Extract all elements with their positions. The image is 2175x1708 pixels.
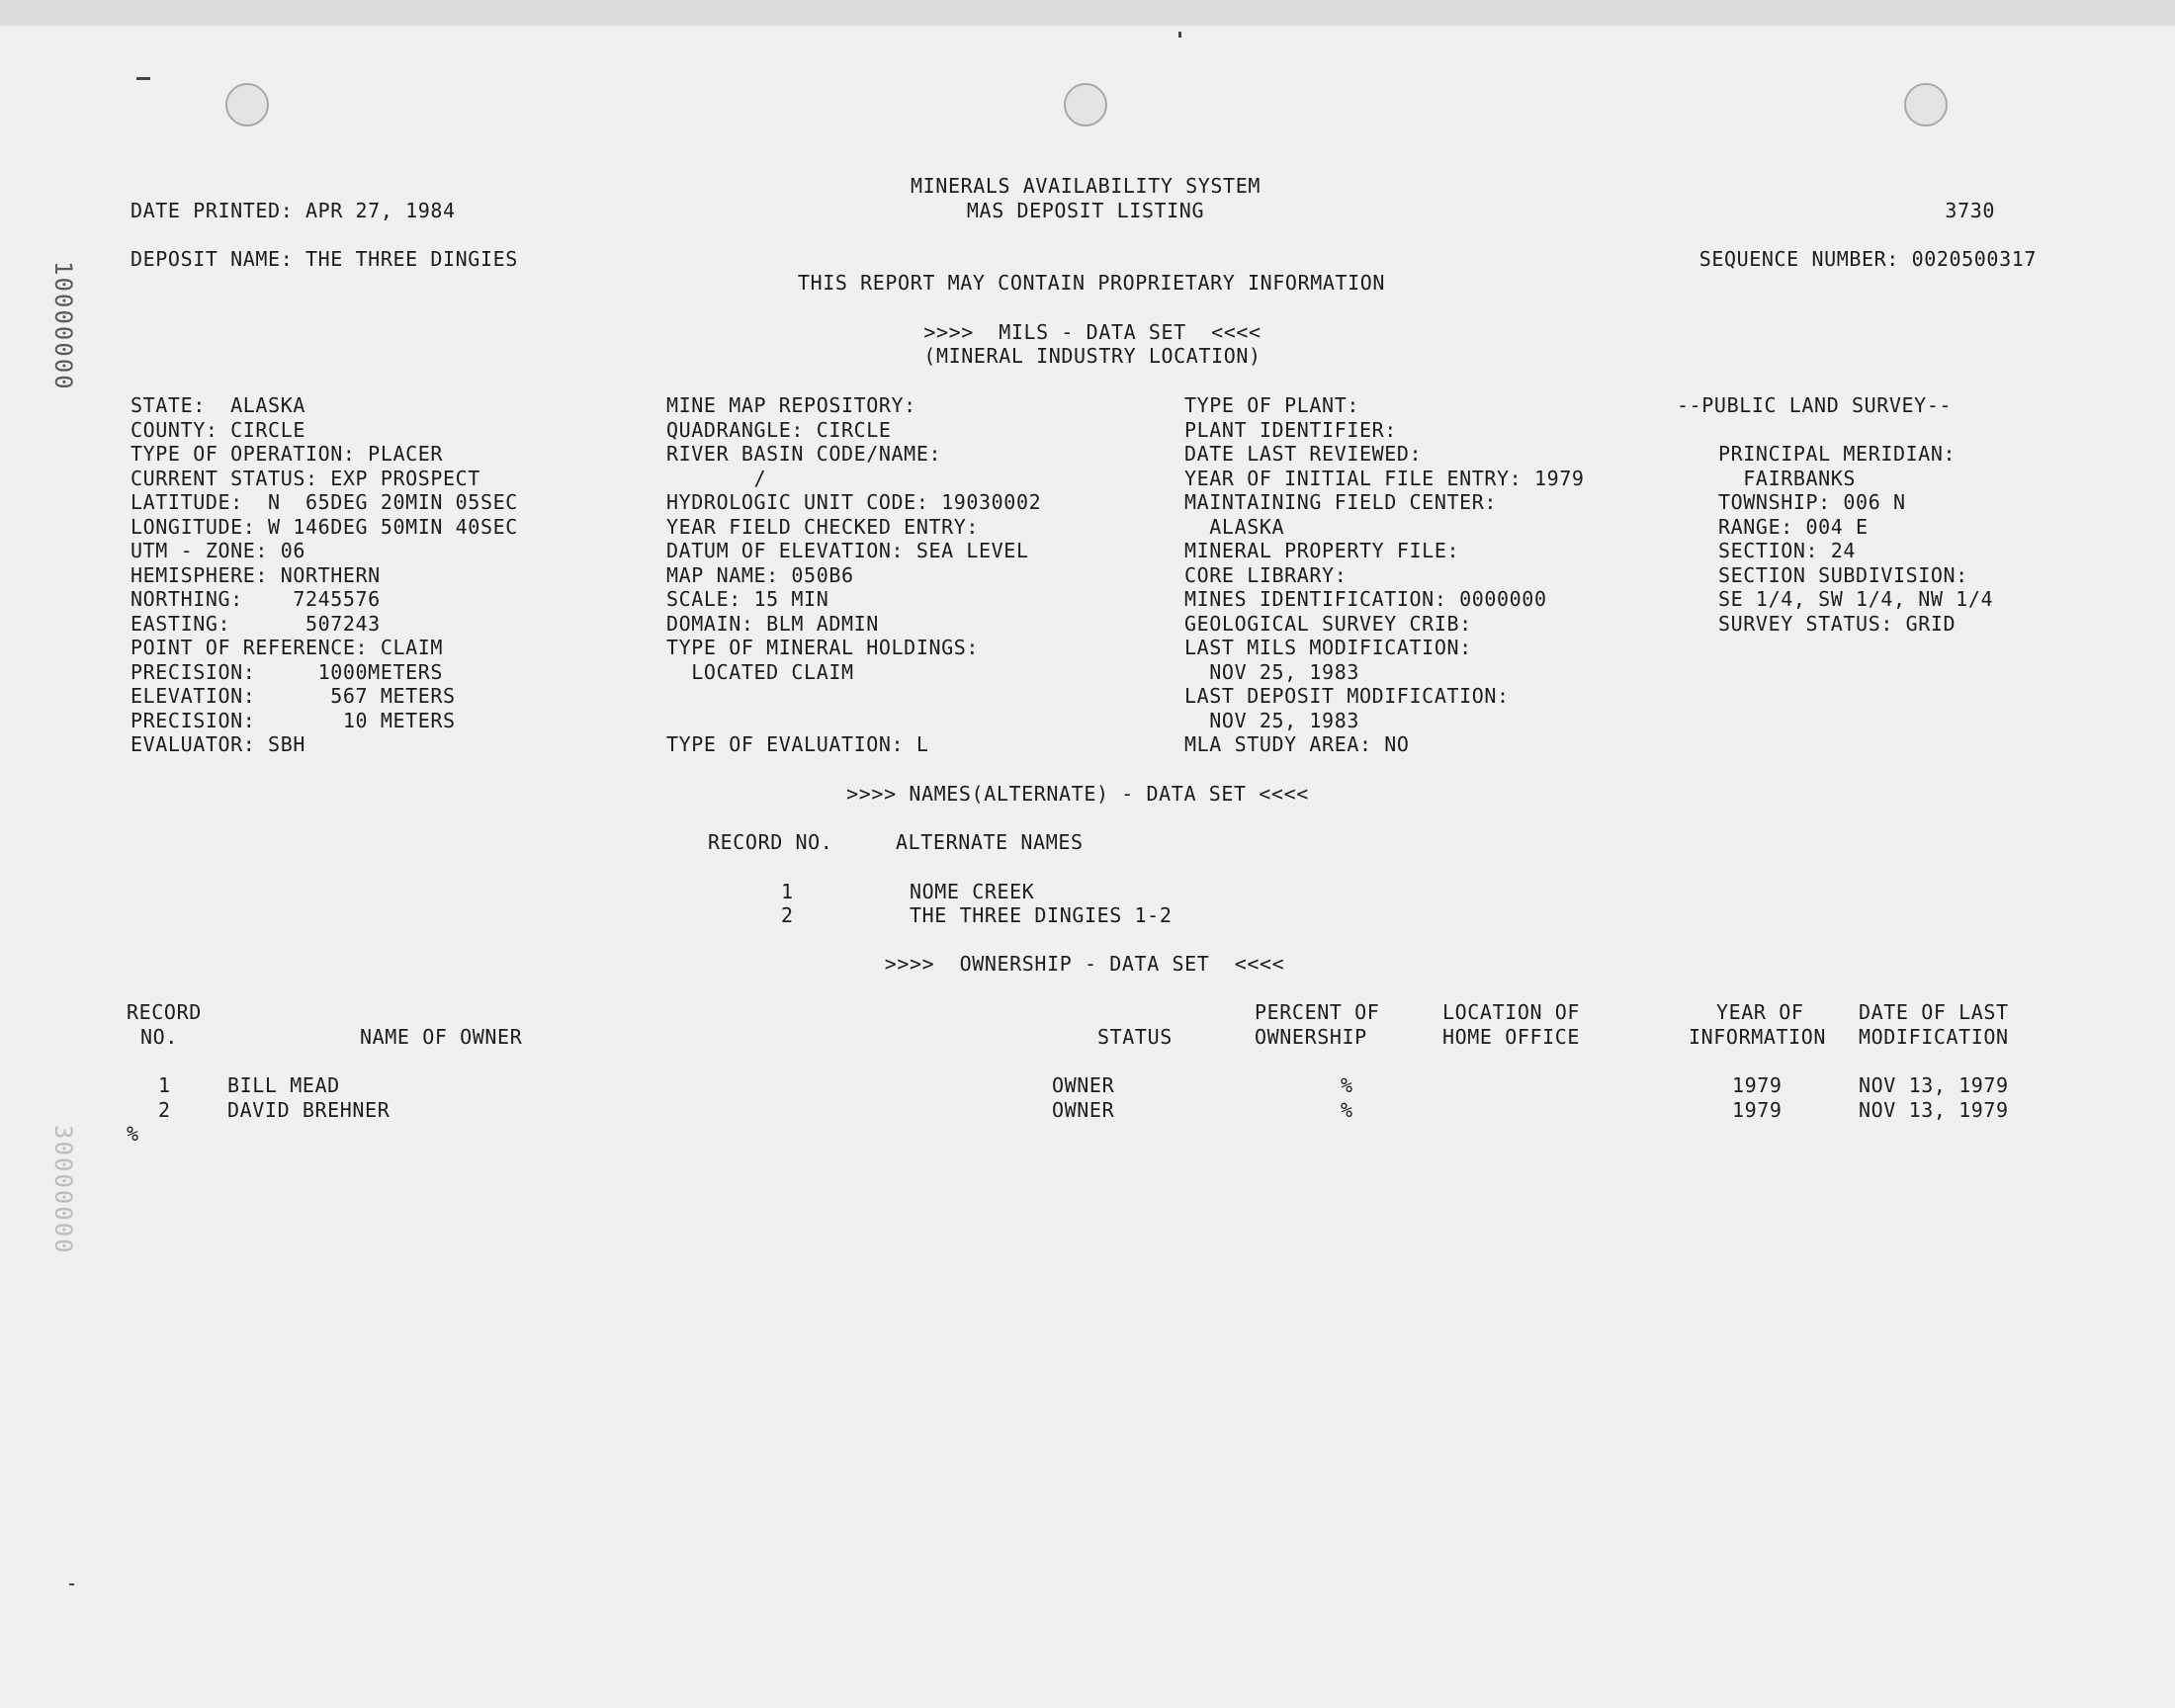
field-geological-survey-crib: GEOLOGICAL SURVEY CRIB: [1184,611,1472,636]
system-title: MINERALS AVAILABILITY SYSTEM [911,174,1261,198]
speck-mark [69,1583,74,1585]
field-elevation: ELEVATION: 567 METERS [130,684,456,708]
owner-col-status: STATUS [1097,1025,1173,1049]
owner-row-year: 1979 [1732,1098,1783,1122]
field-mineral-property-file: MINERAL PROPERTY FILE: [1184,539,1460,562]
field-type-of-evaluation: TYPE OF EVALUATION: L [666,732,929,756]
owner-row-percent: % [1341,1073,1353,1097]
field-principal-meridian-value: FAIRBANKS [1718,466,1857,490]
owner-col-location-2: HOME OFFICE [1442,1025,1581,1049]
field-date-last-reviewed: DATE LAST REVIEWED: [1184,442,1423,466]
printout-sheet [0,26,2175,1708]
mils-column-maps [666,393,1041,757]
deposit-name: DEPOSIT NAME: THE THREE DINGIES [130,247,518,271]
field-evaluator: EVALUATOR: SBH [130,732,305,756]
field-river-basin: RIVER BASIN CODE/NAME: [666,442,942,466]
field-map-name: MAP NAME: 050B6 [666,562,854,587]
listing-title: MAS DEPOSIT LISTING [966,199,1205,222]
speck-mark [1178,32,1181,38]
field-principal-meridian: PRINCIPAL MERIDIAN: [1718,442,1957,466]
field-last-deposit-modification-value: NOV 25, 1983 [1184,708,1359,732]
field-latitude: LATITUDE: N 65DEG 20MIN 05SEC [130,490,518,514]
blank-line [666,709,1041,733]
field-section: SECTION: 24 [1718,539,1857,562]
owner-col-location: LOCATION OF [1442,1000,1581,1024]
owner-col-year: YEAR OF [1716,1000,1804,1024]
mils-column-land-survey [1718,442,1993,636]
field-northing: NORTHING: 7245576 [130,587,381,611]
field-last-mils-modification-value: NOV 25, 1983 [1184,659,1359,684]
field-year-initial-file-entry: YEAR OF INITIAL FILE ENTRY: 1979 [1184,466,1585,490]
field-quadrangle: QUADRANGLE: CIRCLE [666,417,892,442]
owner-row-year: 1979 [1732,1073,1783,1097]
field-mla-study-area: MLA STUDY AREA: NO [1184,732,1410,756]
owner-col-percent: PERCENT OF [1255,1000,1380,1024]
owner-col-date-2: MODIFICATION [1859,1025,2009,1049]
punch-hole-right [1904,83,1948,127]
owner-row-date: NOV 13, 1979 [1859,1073,2009,1097]
punch-hole-center [1064,83,1107,127]
owner-row-status: OWNER [1052,1098,1115,1122]
field-current-status: CURRENT STATUS: EXP PROSPECT [130,466,480,490]
field-last-mils-modification: LAST MILS MODIFICATION: [1184,636,1472,659]
mils-column-location [130,393,518,757]
field-last-deposit-modification: LAST DEPOSIT MODIFICATION: [1184,684,1510,708]
owner-col-record: RECORD [127,1000,202,1024]
speck-mark [136,77,150,80]
owner-col-name: NAME OF OWNER [360,1025,523,1049]
field-utm-zone: UTM - ZONE: 06 [130,539,305,562]
owner-row-status: OWNER [1052,1073,1115,1097]
sequence-number: SEQUENCE NUMBER: 0020500317 [1698,247,2037,271]
owner-col-percent-2: OWNERSHIP [1255,1025,1367,1049]
field-mine-map-repository: MINE MAP REPOSITORY: [666,393,916,417]
names-record-number: 2 [781,903,794,927]
field-survey-status: SURVEY STATUS: GRID [1718,611,1957,636]
blank-line [666,684,1041,709]
field-elevation-precision: PRECISION: 10 METERS [130,708,456,732]
punch-hole-left [225,83,269,127]
owner-row-name: DAVID BREHNER [227,1098,391,1122]
mils-subheading: (MINERAL INDUSTRY LOCATION) [923,344,1262,368]
field-range: RANGE: 004 E [1718,514,1869,539]
owner-row-name: BILL MEAD [227,1073,340,1097]
owner-col-date: DATE OF LAST [1859,1000,2009,1024]
ownership-trailer: % [127,1122,139,1146]
names-heading: >>>> NAMES(ALTERNATE) - DATA SET <<<< [846,782,1309,806]
field-core-library: CORE LIBRARY: [1184,562,1348,587]
date-printed: DATE PRINTED: APR 27, 1984 [130,199,456,222]
owner-row-number: 1 [158,1073,171,1097]
names-record-number: 1 [781,880,794,903]
names-alternate-name: THE THREE DINGIES 1-2 [910,903,1173,927]
field-domain: DOMAIN: BLM ADMIN [666,611,879,636]
owner-col-record-no: NO. [140,1025,178,1049]
field-mineral-holdings-value: LOCATED CLAIM [666,659,854,684]
owner-row-number: 2 [158,1098,171,1122]
public-land-survey-heading: --PUBLIC LAND SURVEY-- [1677,393,1953,417]
field-river-basin-value: / [666,466,767,490]
field-point-of-reference: POINT OF REFERENCE: CLAIM [130,636,444,659]
field-state: STATE: ALASKA [130,393,305,417]
page-number: 3730 [1945,199,1995,222]
field-plant-identifier: PLANT IDENTIFIER: [1184,417,1397,442]
field-section-subdivision: SECTION SUBDIVISION: [1718,562,1968,587]
field-type-of-operation: TYPE OF OPERATION: PLACER [130,442,444,466]
field-type-of-mineral-holdings: TYPE OF MINERAL HOLDINGS: [666,636,980,659]
mils-column-records [1184,393,1585,757]
owner-row-percent: % [1341,1098,1353,1122]
names-col-alternate: ALTERNATE NAMES [896,830,1084,854]
field-hemisphere: HEMISPHERE: NORTHERN [130,562,381,587]
field-field-center-value: ALASKA [1184,514,1285,539]
margin-frame-number-faint: 30000000 [49,1125,77,1255]
field-datum-of-elevation: DATUM OF ELEVATION: SEA LEVEL [666,539,1029,562]
field-township: TOWNSHIP: 006 N [1718,490,1906,514]
owner-col-year-2: INFORMATION [1689,1025,1827,1049]
field-type-of-plant: TYPE OF PLANT: [1184,393,1359,417]
names-alternate-name: NOME CREEK [910,880,1035,903]
field-section-subdivision-value: SE 1/4, SW 1/4, NW 1/4 [1718,587,1994,611]
field-mines-identification: MINES IDENTIFICATION: 0000000 [1184,587,1547,611]
field-hydrologic-unit-code: HYDROLOGIC UNIT CODE: 19030002 [666,490,1042,514]
field-year-field-checked: YEAR FIELD CHECKED ENTRY: [666,514,980,539]
names-col-record: RECORD NO. [708,830,833,854]
proprietary-notice: THIS REPORT MAY CONTAIN PROPRIETARY INFORMATION [797,271,1386,295]
field-easting: EASTING: 507243 [130,611,381,636]
field-maintaining-field-center: MAINTAINING FIELD CENTER: [1184,490,1498,514]
mils-heading: >>>> MILS - DATA SET <<<< [923,320,1262,344]
field-county: COUNTY: CIRCLE [130,417,305,442]
margin-frame-number: 10000000 [49,261,77,391]
field-precision: PRECISION: 1000METERS [130,659,444,684]
field-scale: SCALE: 15 MIN [666,587,829,611]
ownership-heading: >>>> OWNERSHIP - DATA SET <<<< [884,952,1285,976]
field-longitude: LONGITUDE: W 146DEG 50MIN 40SEC [130,514,518,539]
owner-row-date: NOV 13, 1979 [1859,1098,2009,1122]
